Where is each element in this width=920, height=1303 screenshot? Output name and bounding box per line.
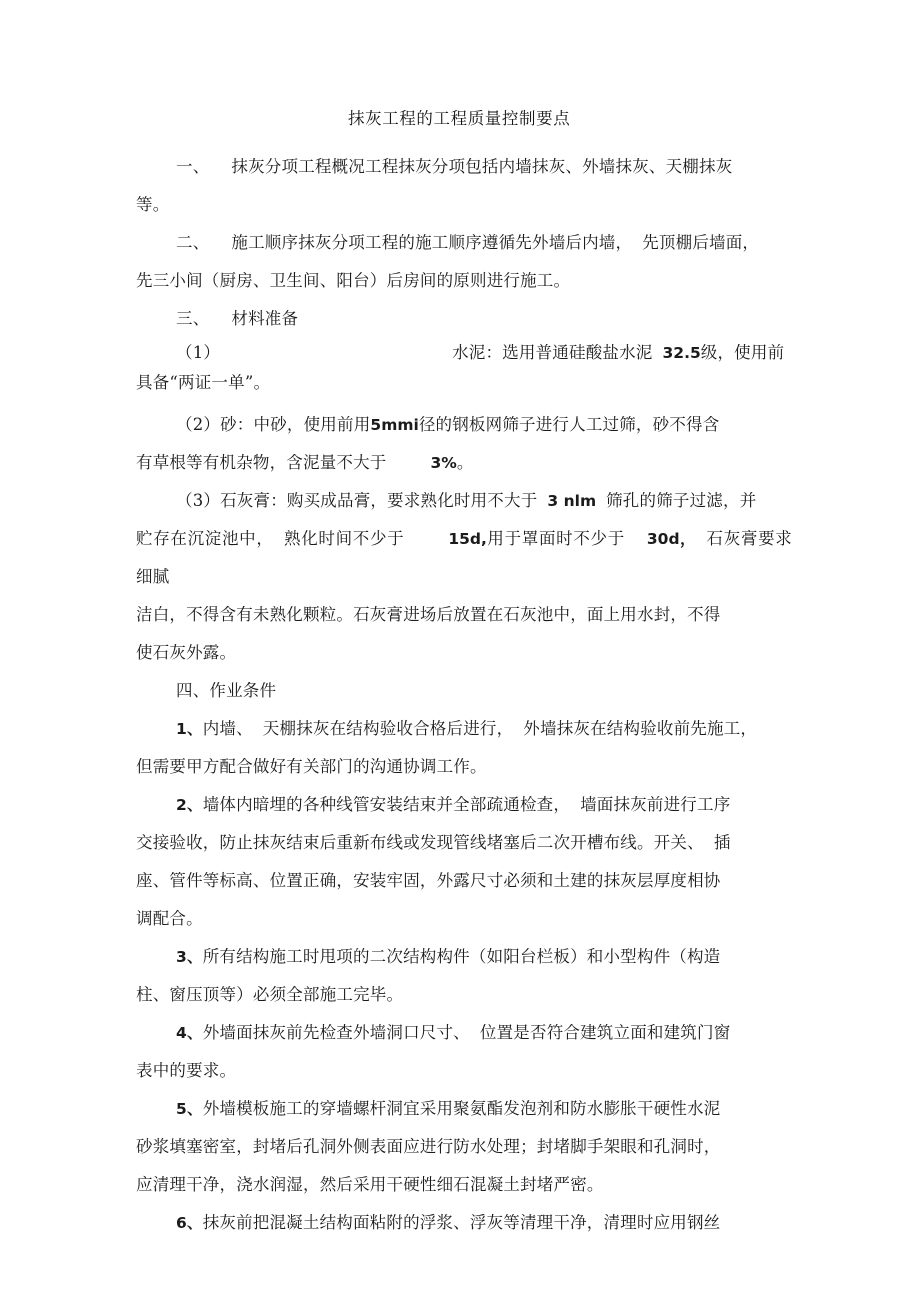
condition-6-text: 抹灰前把混凝土结构面粘附的浮浆、浮灰等清理干净，清理时应用钢丝 [202,1213,721,1232]
finish-coat-time-value: 30d， [646,530,697,548]
condition-6-line-1 [136,1204,792,1242]
material-item-1-text-a: 水泥：选用普通硅酸盐水泥 [452,343,653,362]
condition-5-line-1 [136,1090,792,1128]
condition-2-number: 2、 [176,796,203,814]
condition-1-line-2: 但需要甲方配合做好有关部门的沟通协调工作。 [136,757,487,776]
condition-5-number: 5、 [176,1100,203,1118]
condition-6-number: 6、 [176,1214,203,1232]
material-item-2-text-b: 径的钢板网筛子进行人工过筛，砂不得含 [418,415,720,434]
section-three-heading [136,300,792,338]
condition-3-number: 3、 [176,948,203,966]
condition-4-text-a: 外墙面抹灰前先检查外墙洞口尺寸、 [202,1023,470,1042]
condition-2-text-b: 墙面抹灰前进行工序 [580,795,731,814]
condition-5-text: 外墙模板施工的穿墙螺杆洞宜采用聚氨酯发泡剂和防水膨胀干硬性水泥 [202,1099,721,1118]
section-two-marker: 二、 [176,233,210,252]
material-item-2-line2-text-a: 有草根等有机杂物，含泥量不大于 [136,453,387,472]
cement-grade-value: 32.5 [662,344,701,362]
material-item-1-line-1 [136,338,792,368]
condition-2-line2-a: 交接验收，防止抹灰结束后重新布线或发现管线堵塞后二次开槽布线。开关、 [136,833,704,852]
material-item-2-text-a: 砂：中砂，使用前用 [220,415,371,434]
material-item-3-line2-c: 用于罩面时不少于 [486,529,625,548]
material-item-1-label: （1） [176,343,221,362]
section-four-heading: 四、作业条件 [176,681,277,700]
lime-sieve-value: 3 nlm [547,492,597,510]
condition-4-line-1 [136,1014,792,1052]
condition-2-line-4: 调配合。 [136,909,203,928]
material-item-3-text-b: 筛孔的筛子过滤，并 [606,491,757,510]
condition-1-text-a: 内墙、 [202,719,253,738]
material-item-3-line2-b: 熟化时间不少于 [283,529,405,548]
condition-4-number: 4、 [176,1024,203,1042]
material-item-2-line-2 [136,444,792,482]
material-item-2-label: （2） [176,415,221,434]
document-body [136,104,792,1242]
section-two-text-b: 先顶棚后墙面， [642,233,760,252]
material-item-3-line2-d: 石灰膏要求细腻 [136,529,792,586]
mud-content-value: 3% [430,454,457,472]
material-item-3-label: （3） [176,491,221,510]
material-item-2-line2-text-b: 。 [456,453,474,472]
condition-3-text: 所有结构施工时甩项的二次结构构件（如阳台栏板）和小型构件（构造 [202,947,721,966]
section-two-text-a: 施工顺序抹灰分项工程的施工顺序遵循先外墙后内墙， [231,233,633,252]
divider-space [136,398,792,406]
condition-2-line-1 [136,786,792,824]
section-one-text: 抹灰分项工程概况工程抹灰分项包括内墙抹灰、外墙抹灰、天棚抹灰 [231,157,733,176]
condition-1-text-c: 外墙抹灰在结构验收前先施工， [523,719,758,738]
section-three-heading-text: 材料准备 [231,309,299,328]
material-item-3-line-4: 使石灰外露。 [136,643,237,662]
condition-2-line-2 [136,824,792,862]
material-item-3-line2-a: 贮存在沉淀池中， [136,529,274,548]
material-item-3-line-1 [136,482,792,520]
material-item-1-line-2: 具备“两证一单”。 [136,373,271,392]
condition-1-text-b: 天棚抹灰在结构验收合格后进行， [262,719,514,738]
condition-1-line-1 [136,710,792,748]
material-item-3-line-2 [136,520,792,596]
condition-3-line-1 [136,938,792,976]
condition-5-line-3: 应清理干净，浇水润湿，然后采用干硬性细石混凝土封堵严密。 [136,1175,604,1194]
condition-2-text-a: 墙体内暗埋的各种线管安装结束并全部疏通检查， [202,795,571,814]
material-item-3-text-a: 石灰膏：购买成品膏，要求熟化时用不大于 [220,491,538,510]
condition-4-line-2: 表中的要求。 [136,1061,237,1080]
material-item-3-line-3: 洁白，不得含有未熟化颗粒。石灰膏进场后放置在石灰池中，面上用水封，不得 [136,605,721,624]
page-title: 抹灰工程的工程质量控制要点 [348,109,571,128]
condition-4-text-b: 位置是否符合建筑立面和建筑门窗 [479,1023,731,1042]
condition-2-line-3: 座、管件等标高、位置正确，安装牢固，外露尺寸必须和土建的抹灰层厚度相协 [136,871,721,890]
aging-time-value: 15d, [448,530,487,548]
condition-1-number: 1、 [176,720,203,738]
section-one-line-2: 等。 [136,195,170,214]
sieve-size-value: 5mmi [370,416,419,434]
condition-2-line2-b: 插 [713,833,731,852]
condition-5-line-2: 砂浆填塞密室，封堵后孔洞外侧表面应进行防水处理；封堵脚手架眼和孔洞时， [136,1137,721,1156]
material-item-1-text-b: 级，使用前 [700,343,785,362]
section-one-marker: 一、 [176,157,210,176]
condition-3-line-2: 柱、窗压顶等）必须全部施工完毕。 [136,985,404,1004]
section-three-marker: 三、 [176,309,210,328]
section-two-line-2: 先三小间（厨房、卫生间、阳台）后房间的原则进行施工。 [136,271,571,290]
material-item-2-line-1 [136,406,792,444]
section-two-line-1 [136,224,792,262]
section-one-line-1 [136,148,792,186]
